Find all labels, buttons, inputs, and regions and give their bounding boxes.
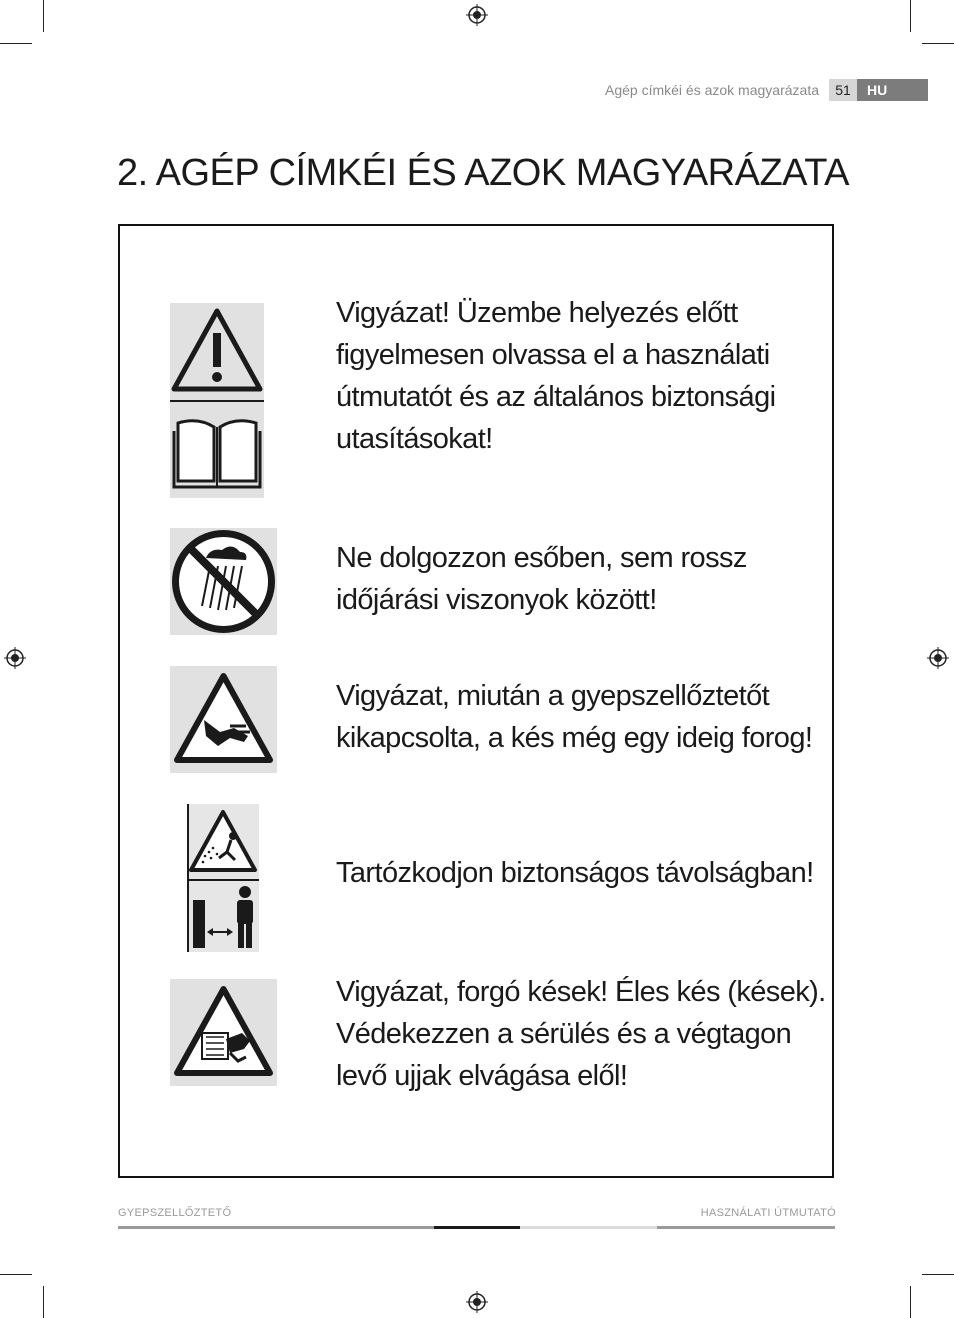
footer-product-name: GYEPSZELLŐZTETŐ — [118, 1207, 232, 1219]
crop-mark — [910, 0, 911, 32]
label-text-blade-still-turning: Vigyázat, miután a gyepszellőztetőt kikapcsolta, a kés még egy ideig forog! — [336, 680, 813, 754]
crop-mark — [922, 43, 954, 44]
page-title: 2. AGÉP CÍMKÉI ÉS AZOK MAGYARÁZATA — [117, 152, 849, 194]
no-rain-icon — [170, 528, 277, 635]
crop-mark — [910, 1286, 911, 1318]
rotating-blades-icon — [170, 979, 277, 1086]
crop-mark — [0, 43, 32, 44]
crop-mark — [43, 0, 44, 32]
label-text-rotating-blades: Vigyázat, forgó kések! Éles kés (kések). Védekezzen a sérülés és a végtagon levő ujjak elvágása elől! — [336, 976, 826, 1092]
crop-mark — [43, 1286, 44, 1318]
registration-mark-icon — [927, 647, 949, 669]
footer-document-type: HASZNÁLATI ÚTMUTATÓ — [700, 1207, 836, 1219]
label-text-keep-distance: Tartózkodjon biztonságos távolságban! — [336, 857, 814, 889]
running-header-title: Agép címkéi és azok magyarázata — [605, 82, 819, 98]
registration-mark-icon — [4, 647, 26, 669]
registration-mark-icon — [466, 1291, 488, 1313]
footer-rule — [434, 1226, 520, 1229]
footer-rule — [118, 1226, 434, 1229]
page-number: 51 — [829, 79, 857, 101]
warning-and-manual-icon — [170, 303, 264, 498]
label-text-read-manual: Vigyázat! Üzembe helyezés előtt figyelmesen olvassa el a használati útmutatót és az általános biztonsági utasításokat! — [336, 297, 776, 455]
language-badge: HU — [857, 79, 928, 101]
footer-rule — [657, 1226, 835, 1229]
hand-blade-warning-icon — [170, 666, 277, 773]
keep-distance-icon — [187, 804, 259, 952]
label-text-no-rain: Ne dolgozzon esőben, sem rossz időjárási viszonyok között! — [336, 542, 747, 616]
crop-mark — [0, 1274, 32, 1275]
footer-rule — [520, 1226, 657, 1229]
registration-mark-icon — [466, 4, 488, 26]
crop-mark — [922, 1274, 954, 1275]
